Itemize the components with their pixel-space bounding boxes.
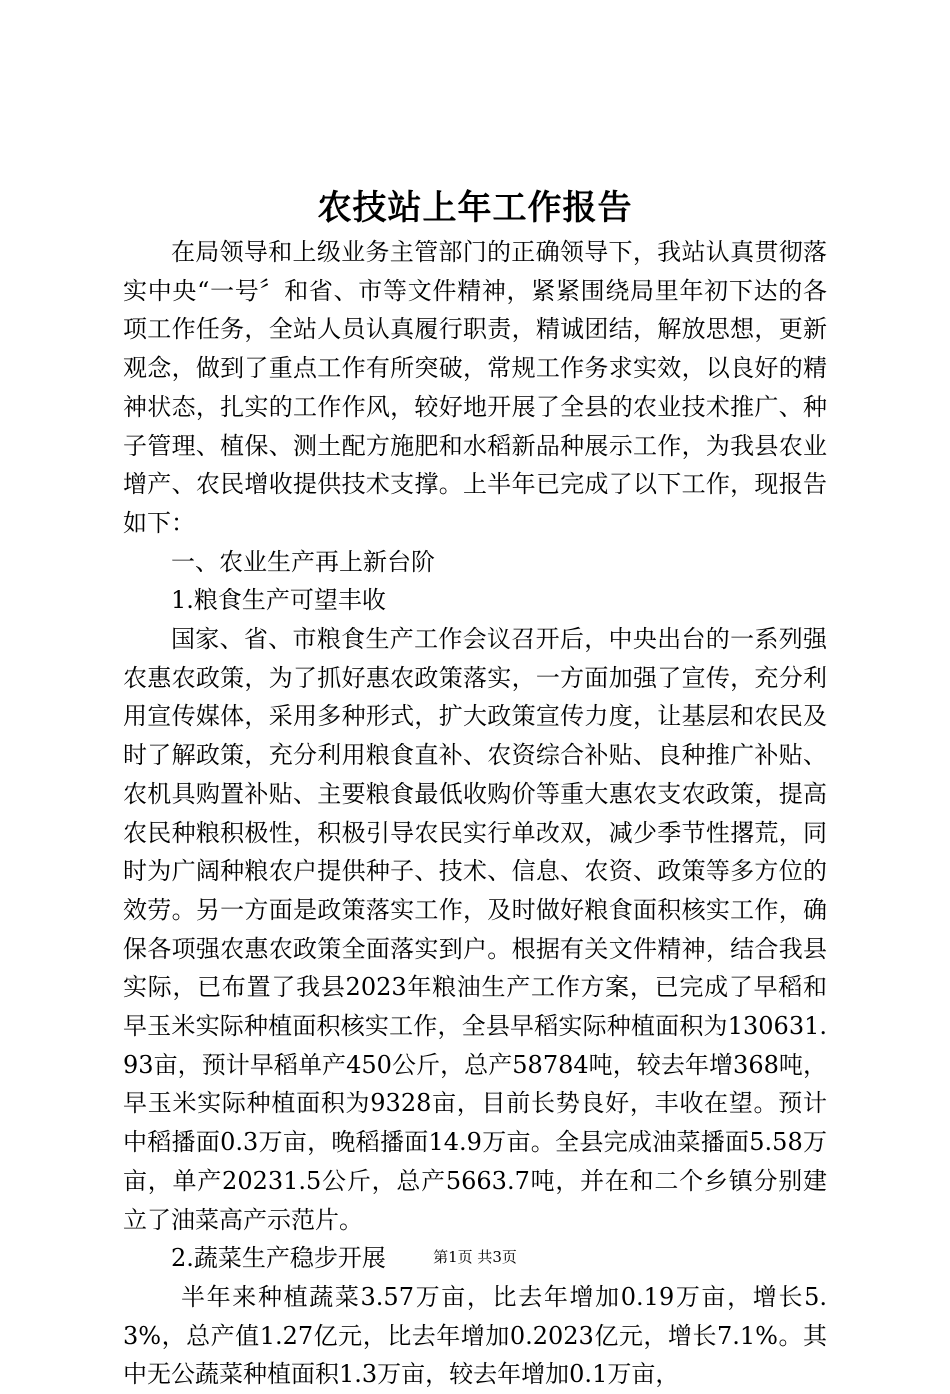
page-footer: 第1页 共3页 (433, 1248, 517, 1266)
subsection-heading-grain: 1.粮食生产可望丰收 (171, 586, 386, 615)
subsection-heading-vegetable: 2.蔬菜生产稳步开展 (171, 1244, 386, 1273)
document-body (123, 233, 827, 1394)
vegetable-paragraph: 半年来种植蔬菜3.57万亩，比去年增加0.19万亩，增长5.3%，总产值1.27亿元，比去年增加0.2023亿元，增长7.1%。其中无公蔬菜种植面积1.3万亩，较去年增加0.1万亩， (123, 1282, 827, 1389)
document-title: 农技站上年工作报告 (317, 188, 633, 228)
grain-paragraph: 国家、省、市粮食生产工作会议召开后，中央出台的一系列强农惠农政策，为了抓好惠农政策落实，一方面加强了宣传，充分利用宣传媒体，采用多种形式，扩大政策宣传力度，让基层和农民及时了解政策，充分利用粮食直补、农资综合补贴、良种推广补贴、农机具购置补贴、主要粮食最低收购价等重大惠农支农政策，提高农民种粮积极性，积极引导农民实行单改双，减少季节性撂荒，同时为广阔种粮农户提供种子、技术、信息、农资、政策等多方位的效劳。另一方面是政策落实工作，及时做好粮食面积核实工作，确保各项强农惠农政策全面落实到户。根据有关文件精神，结合我县实际，已布置了我县2023年粮油生产工作方案，已完成了早稻和早玉米实际种植面积核实工作，全县早稻实际种植面积为130631.93亩，预计早稻单产450公斤，总产58784吨，较去年增368吨，早玉米实际种植面积为9328亩，目前长势良好，丰收在望。预计中稻播面0.3万亩，晚稻播面14.9万亩。全县完成油菜播面5.58万亩，单产20231.5公斤，总产5663.7吨，并在和二个乡镇分别建立了油菜高产示范片。 (123, 625, 827, 1234)
section-heading: 一、农业生产再上新台阶 (171, 547, 435, 576)
intro-paragraph: 在局领导和上级业务主管部门的正确领导下，我站认真贯彻落实中央“一号〞和省、市等文件精神，紧紧围绕局里年初下达的各项工作任务，全站人员认真履行职责，精诚团结，解放思想，更新观念，做到了重点工作有所突破，常规工作务求实效，以良好的精神状态，扎实的工作作风，较好地开展了全县的农业技术推广、种子管理、植保、测土配方施肥和水稻新品种展示工作，为我县农业增产、农民增收提供技术支撑。上半年已完成了以下工作，现报告如下： (123, 238, 827, 537)
